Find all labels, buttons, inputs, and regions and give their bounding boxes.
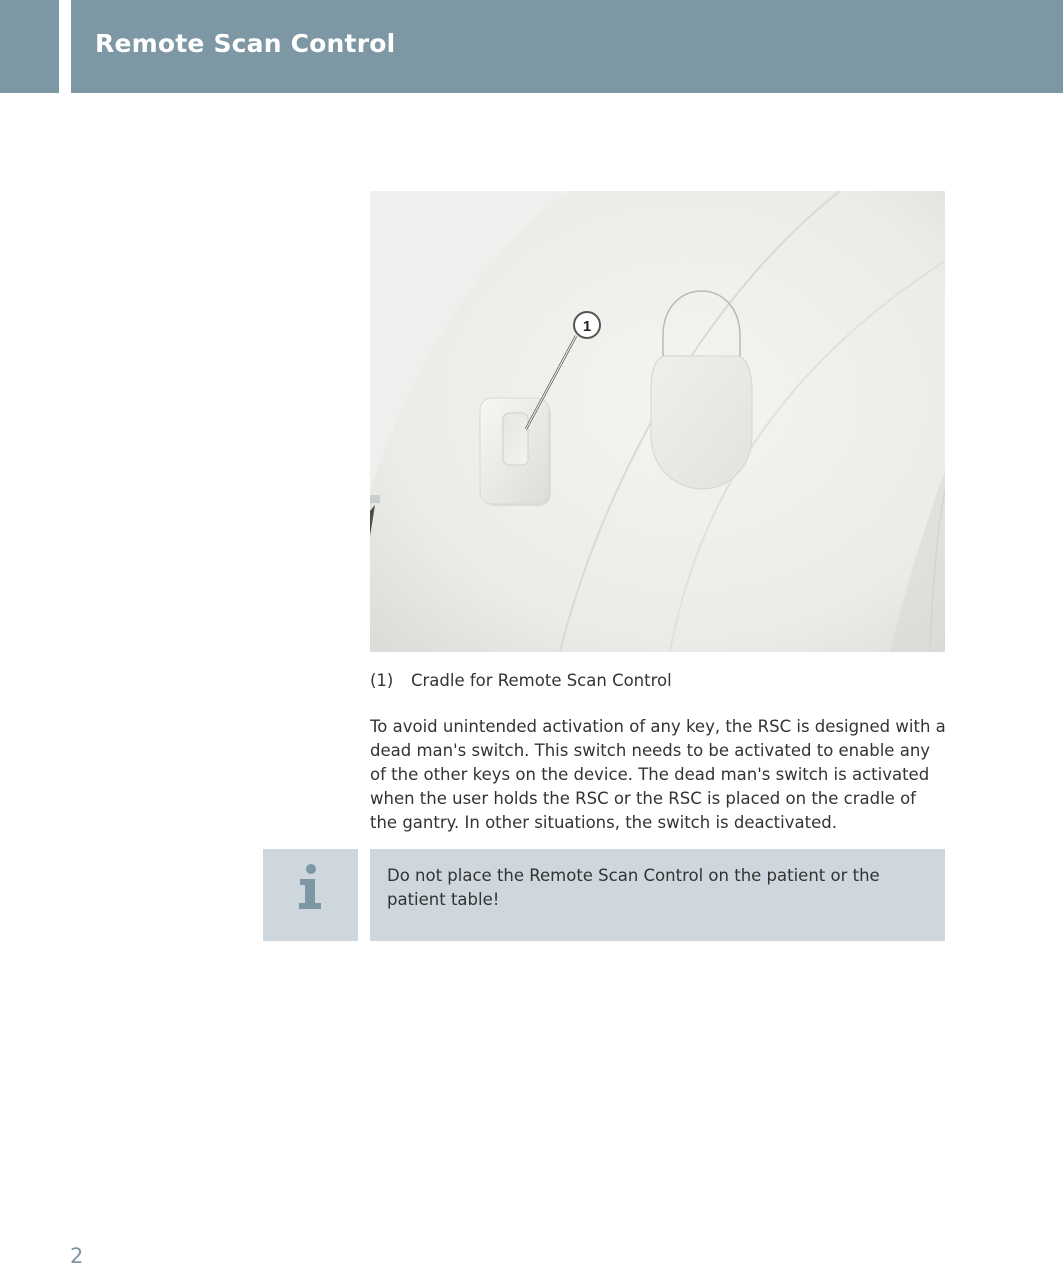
caption-number: (1) <box>370 671 394 690</box>
callout-label: 1 <box>582 318 592 335</box>
page-title: Remote Scan Control <box>95 29 396 58</box>
info-icon <box>296 863 326 913</box>
gantry-photo <box>370 191 945 652</box>
note-box <box>370 849 945 941</box>
caption-text: Cradle for Remote Scan Control <box>411 671 672 690</box>
figure-caption <box>370 671 945 690</box>
header-tab <box>0 0 59 93</box>
note-icon-box <box>263 849 358 941</box>
body-paragraph: To avoid unintended activation of any key, the RSC is designed with a dead man's switch. This switch needs to be activated to enable any of the other keys on the device. The dead man's switch is activated when the user holds the RSC or the RSC is placed on the cradle of the gantry. In other situations, the switch is deactivated. <box>370 717 946 832</box>
page-number: 2 <box>70 1244 84 1268</box>
figure-cradle-photo <box>370 191 945 652</box>
header-bar <box>71 0 1063 93</box>
note-text: Do not place the Remote Scan Control on the patient or the patient table! <box>387 866 880 909</box>
